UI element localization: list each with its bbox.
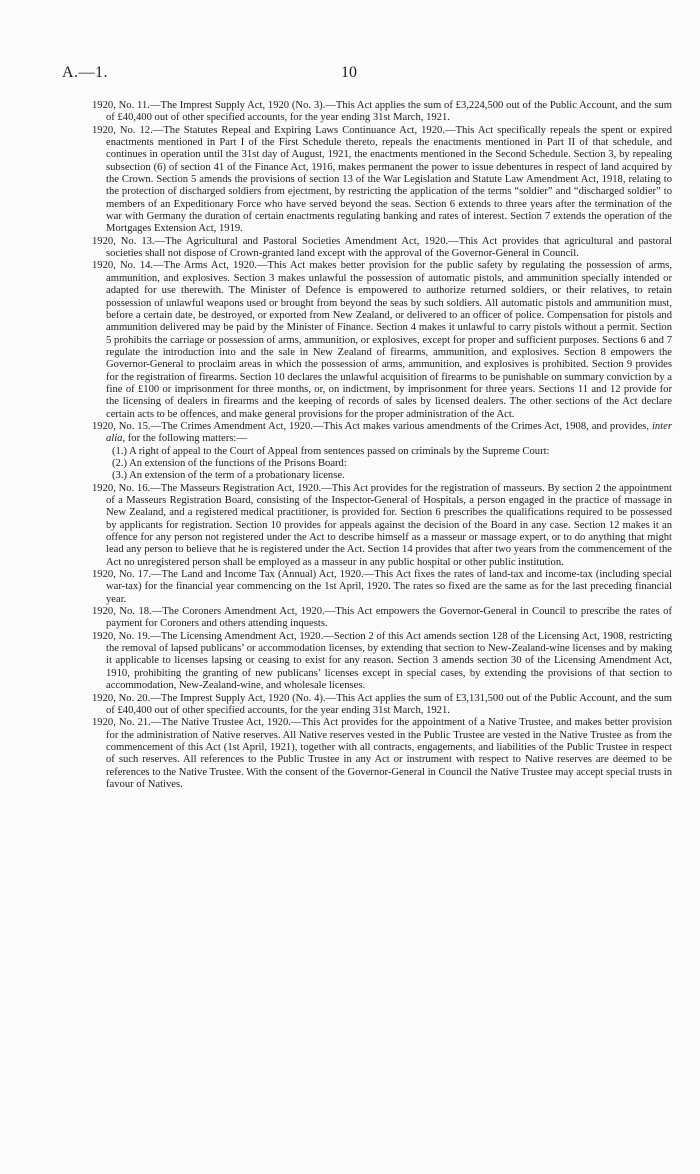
document-body xyxy=(92,100,672,791)
crimes-item-1: (1.) A right of appeal to the Court of Appeal from sentences passed on criminals by the Supreme Court: xyxy=(112,445,550,457)
act-entry-no-19: 1920, No. 19.—The Licensing Amendment Act, 1920.—Section 2 of this Act amends section 128 of the Licensing Act, 1908, restricting the removal of lapsed publicans’ or accommodation licenses, by extending that section to New-Zealand-wine licenses and by making it applicable to licenses lapsing or ceasing to exist for any reason. Section 3 amends section 30 of the Licensing Amendment Act, 1910, prohibiting the granting of new publicans’ licenses except in special cases, by extending the provisions of that section to accommodation, New-Zealand-wine, and wholesale licenses. xyxy=(92,630,672,692)
page-section-code: A.—1. xyxy=(62,64,109,81)
act-entry-no-17: 1920, No. 17.—The Land and Income Tax (Annual) Act, 1920.—This Act fixes the rates of land-tax and income-tax (including special war-tax) for the financial year commencing on the 1st April, 1920. The rates so fixed are the same as for the last preceding financial year. xyxy=(92,569,672,605)
act-entry-no-21: 1920, No. 21.—The Native Trustee Act, 1920.—This Act provides for the appointment of a Native Trustee, and makes better provision for the administration of Native reserves. All Native reserves vested in the Public Trustee are vested in the Native Trustee as from the commencement of this Act (1st April, 1921), together with all contracts, engagements, and liabilities of the Public Trustee in respect of such reserves. All references to the Public Trustee in any Act or instrument with respect to Native reserves are deemed to be references to the Native Trustee. With the consent of the Governor-General in Council the Native Trustee may accept special trusts in favour of Natives. xyxy=(92,717,672,790)
act-entry-no-15-tail: , for the following matters:— xyxy=(122,433,247,445)
page-number: 10 xyxy=(341,64,357,81)
latin-phrase: inter alia xyxy=(106,420,672,445)
act-entry-no-14: 1920, No. 14.—The Arms Act, 1920.—This Act makes better provision for the public safety by regulating the possession of arms, ammunition, and explosives. Section 3 makes unlawful the possession of automatic pistols, and ammunition specially intended or adapted for use therewith. The Minister of Defence is empowered to authorize returned soldiers, or their relatives, to retain possession of unlawful weapons used or brought from beyond the seas by such soldiers. All automatic pistols and ammunition must, before a certain date, be destroyed, or exported from New Zealand, or delivered to an officer of police. Compensation for pistols and ammunition delivered may be paid by the Minister of Finance. Section 4 makes it unlawful to carry pistols without a permit. Section 5 prohibits the carriage or possession of arms, ammunition, or explosives, except for proper and sufficient purposes. Sections 6 and 7 regulate the introduction into and the sale in New Zealand of firearms, ammunition, and explosives. Section 8 empowers the Governor-General to proclaim areas in which the possession of arms, ammunition, and explosives is prohibited. Section 9 provides for the registration of firearms. Section 10 declares the unlawful acquisition of firearms to be punishable on summary conviction by a fine of £100 or imprisonment for three months, or, on indictment, by imprisonment for three years. Sections 11 and 12 provide for the licensing of dealers in firearms and the keeping of records of sales by licensed dealers. The other sections of the Act declare certain acts to be offences, and make general provisions for the proper administration of the Act. xyxy=(92,260,672,420)
act-entry-no-15-text: 1920, No. 15.—The Crimes Amendment Act, 1920.—This Act makes various amendments of the Crimes Act, 1908, and provides, xyxy=(92,420,652,432)
act-entry-no-11: 1920, No. 11.—The Imprest Supply Act, 1920 (No. 3).—This Act applies the sum of £3,224,500 out of the Public Account, and the sum of £40,400 out of other specified accounts, for the year ending 31st March, 1921. xyxy=(92,100,672,124)
crimes-item-3: (3.) An extension of the term of a probationary license. xyxy=(112,470,345,482)
act-entry-no-20: 1920, No. 20.—The Imprest Supply Act, 1920 (No. 4).—This Act applies the sum of £3,131,500 out of the Public Account, and the sum of £40,400 out of other specified accounts, for the year ending 31st March, 1921. xyxy=(92,692,672,716)
act-entry-no-15 xyxy=(92,421,672,446)
crimes-item-2: (2.) An extension of the functions of the Prisons Board: xyxy=(112,457,347,469)
act-entry-no-12: 1920, No. 12.—The Statutes Repeal and Expiring Laws Continuance Act, 1920.—This Act specifically repeals the spent or expired enactments mentioned in Part I of the First Schedule thereto, repeals the enactments mentioned in Part II of that schedule, and continues in operation until the 31st day of August, 1921, the enactments mentioned in the Second Schedule. Section 3, by repealing subsection (6) of section 41 of the Finance Act, 1916, makes permanent the power to issue debentures in respect of land acquired by the Crown. Section 5 amends the provisions of section 13 of the War Legislation and Statute Law Amendment Act, 1918, relating to the protection of discharged soldiers from ejectment, by restricting the application of the terms “soldier” and “discharged soldier” to members of an Expeditionary Force who have served beyond the seas. Section 6 extends to three years after the termination of the war with Germany the duration of certain enactments regulating banking and rates of interest. Section 7 extends the operation of the Mortgages Extension Act, 1919. xyxy=(92,124,672,235)
act-entry-no-16: 1920, No. 16.—The Masseurs Registration Act, 1920.—This Act provides for the registration of masseurs. By section 2 the appointment of a Masseurs Registration Board, consisting of the Inspector-General of Hospitals, a person engaged in the practice of massage in New Zealand, and a registered medical practitioner, is provided for. Section 6 prescribes the qualifications required to be possessed by applicants for registration. Section 10 provides for appeals against the decision of the Board in any case. Section 12 makes it an offence for any person not registered under the Act to describe himself as a masseur or massage expert, or to do anything that might lead any person to believe that he is registered under the Act. Section 14 provides that after two years from the commencement of the Act no unregistered person shall be employed as a masseur in any public hospital or other public institution. xyxy=(92,482,672,568)
act-entry-no-18: 1920, No. 18.—The Coroners Amendment Act, 1920.—This Act empowers the Governor-General in Council to prescribe the rates of payment for Coroners and others attending inquests. xyxy=(92,606,672,630)
act-entry-no-13: 1920, No. 13.—The Agricultural and Pastoral Societies Amendment Act, 1920.—This Act provides that agricultural and pastoral societies shall not dispose of Crown-granted land except with the approval of the Governor-General in Council. xyxy=(92,235,672,260)
